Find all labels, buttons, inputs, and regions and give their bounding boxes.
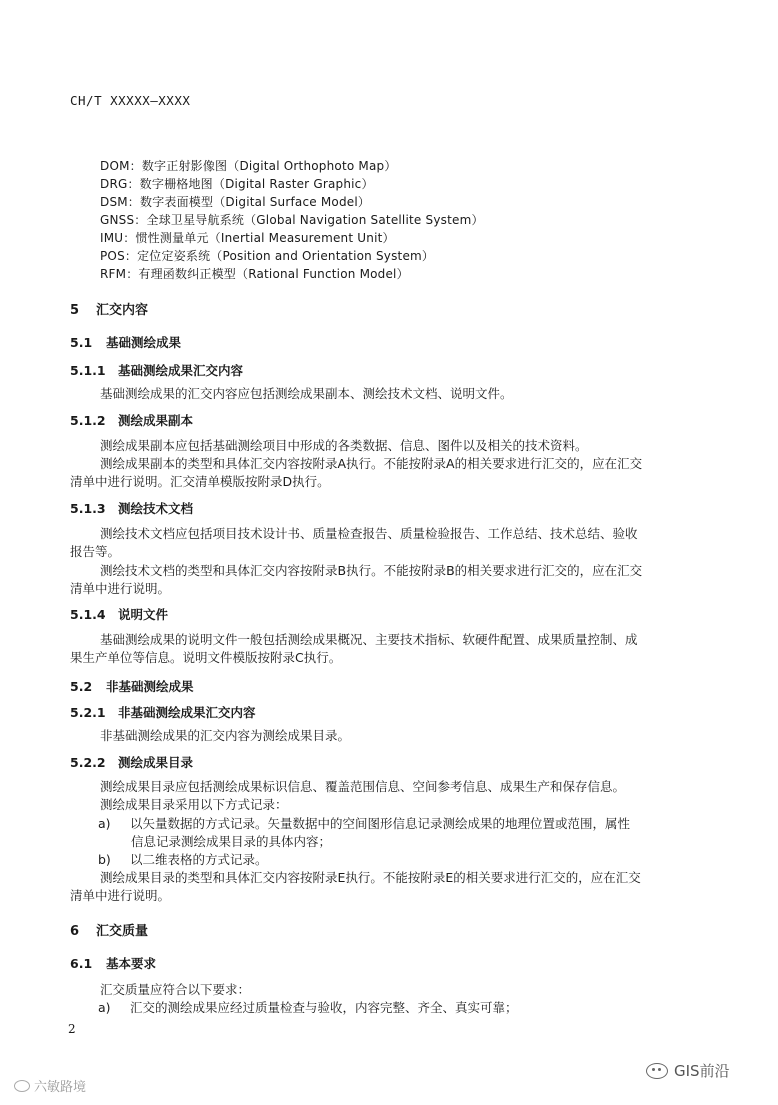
- watermark-left-text: 六敏路境: [34, 1080, 87, 1095]
- paragraph: 测绘成果副本应包括基础测绘项目中形成的各类数据、信息、图件以及相关的技术资料。: [100, 438, 588, 453]
- list-item-text: 汇交的测绘成果应经过质量检查与验收，内容完整、齐全、真实可靠；: [130, 1000, 518, 1015]
- paragraph: 测绘成果目录采用以下方式记录：: [100, 797, 288, 812]
- paragraph-continued: 报告等。: [70, 544, 121, 559]
- watermark-right-text: GIS前沿: [674, 1062, 730, 1080]
- section-number: 5.1.1: [70, 363, 106, 378]
- section-5-2-1-heading: [70, 703, 256, 721]
- section-title: 基础测绘成果汇交内容: [118, 363, 244, 378]
- abbreviation-pos: POS：定位定姿系统（Position and Orientation System）: [100, 249, 435, 263]
- abbreviation-dom: DOM：数字正射影像图（Digital Orthophoto Map）: [100, 159, 397, 173]
- section-number: 5.1.4: [70, 607, 106, 622]
- abbreviation-dsm: DSM：数字表面模型（Digital Surface Model）: [100, 195, 371, 209]
- section-5-1-4-heading: [70, 605, 168, 623]
- list-item-a: [98, 999, 518, 1016]
- paragraph: 测绘成果目录应包括测绘成果标识信息、覆盖范围信息、空间参考信息、成果生产和保存信息。: [100, 779, 626, 794]
- section-6-1-heading: [70, 954, 156, 972]
- watermark-right: [646, 1060, 730, 1081]
- section-6-heading: [70, 920, 148, 939]
- paragraph: 测绘技术文档的类型和具体汇交内容按附录B执行。不能按附录B的相关要求进行汇交的，应在汇交: [100, 563, 643, 578]
- list-item-text: 以二维表格的方式记录。: [130, 852, 268, 867]
- paragraph-continued: 清单中进行说明。: [70, 581, 171, 596]
- section-title: 基础测绘成果: [106, 335, 182, 350]
- abbreviation-gnss: GNSS：全球卫星导航系统（Global Navigation Satellite System）: [100, 213, 484, 227]
- section-5-2-heading: [70, 677, 194, 695]
- document-code: CH/T XXXXX—XXXX: [70, 93, 191, 108]
- paragraph: 基础测绘成果的汇交内容应包括测绘成果副本、测绘技术文档、说明文件。: [100, 386, 513, 401]
- section-5-1-heading: [70, 333, 181, 351]
- section-title: 测绘成果副本: [118, 413, 194, 428]
- page-number: 2: [68, 1022, 76, 1036]
- list-item-continued: 信息记录测绘成果目录的具体内容；: [131, 834, 332, 849]
- paragraph: 基础测绘成果的说明文件一般包括测绘成果概况、主要技术指标、软硬件配置、成果质量控制、成: [100, 632, 638, 647]
- section-5-1-3-heading: [70, 499, 193, 517]
- section-number: 5.1: [70, 335, 93, 350]
- section-number: 5: [70, 303, 80, 318]
- wechat-icon: [14, 1080, 30, 1092]
- section-title: 非基础测绘成果汇交内容: [118, 705, 256, 720]
- section-title: 汇交质量: [96, 924, 149, 939]
- section-title: 说明文件: [118, 607, 169, 622]
- section-title: 基本要求: [106, 956, 157, 971]
- list-item-a: [98, 815, 630, 832]
- list-marker: a): [98, 816, 111, 831]
- section-5-2-2-heading: [70, 753, 193, 771]
- paragraph-continued: 清单中进行说明。汇交清单模版按附录D执行。: [70, 474, 330, 489]
- list-marker: a): [98, 1000, 111, 1015]
- list-item-b: [98, 851, 268, 868]
- section-title: 汇交内容: [96, 303, 149, 318]
- paragraph-continued: 果生产单位等信息。说明文件模版按附录C执行。: [70, 650, 342, 665]
- abbreviation-rfm: RFM：有理函数纠正模型（Rational Function Model）: [100, 267, 409, 281]
- paragraph: 测绘成果副本的类型和具体汇交内容按附录A执行。不能按附录A的相关要求进行汇交的，应在汇交: [100, 456, 643, 471]
- section-title: 测绘成果目录: [118, 755, 194, 770]
- section-number: 5.2.2: [70, 755, 106, 770]
- section-number: 5.1.3: [70, 501, 106, 516]
- paragraph: 汇交质量应符合以下要求：: [100, 982, 251, 997]
- watermark-left: [14, 1076, 86, 1095]
- section-5-1-1-heading: [70, 361, 243, 379]
- paragraph: 测绘技术文档应包括项目技术设计书、质量检查报告、质量检验报告、工作总结、技术总结、验收: [100, 526, 638, 541]
- paragraph: 非基础测绘成果的汇交内容为测绘成果目录。: [100, 728, 351, 743]
- section-5-1-2-heading: [70, 411, 193, 429]
- wechat-icon: [646, 1063, 668, 1079]
- section-number: 5.2: [70, 679, 93, 694]
- section-5-heading: [70, 299, 148, 318]
- section-number: 5.1.2: [70, 413, 106, 428]
- section-number: 5.2.1: [70, 705, 106, 720]
- paragraph: 测绘成果目录的类型和具体汇交内容按附录E执行。不能按附录E的相关要求进行汇交的，应在汇交: [100, 870, 641, 885]
- abbreviation-imu: IMU：惯性测量单元（Inertial Measurement Unit）: [100, 231, 395, 245]
- abbreviation-drg: DRG：数字栅格地图（Digital Raster Graphic）: [100, 177, 374, 191]
- section-number: 6.1: [70, 956, 93, 971]
- section-title: 测绘技术文档: [118, 501, 194, 516]
- section-title: 非基础测绘成果: [106, 679, 194, 694]
- list-item-text: 以矢量数据的方式记录。矢量数据中的空间图形信息记录测绘成果的地理位置或范围，属性: [130, 816, 631, 831]
- section-number: 6: [70, 924, 80, 939]
- paragraph-continued: 清单中进行说明。: [70, 888, 171, 903]
- list-marker: b): [98, 852, 111, 867]
